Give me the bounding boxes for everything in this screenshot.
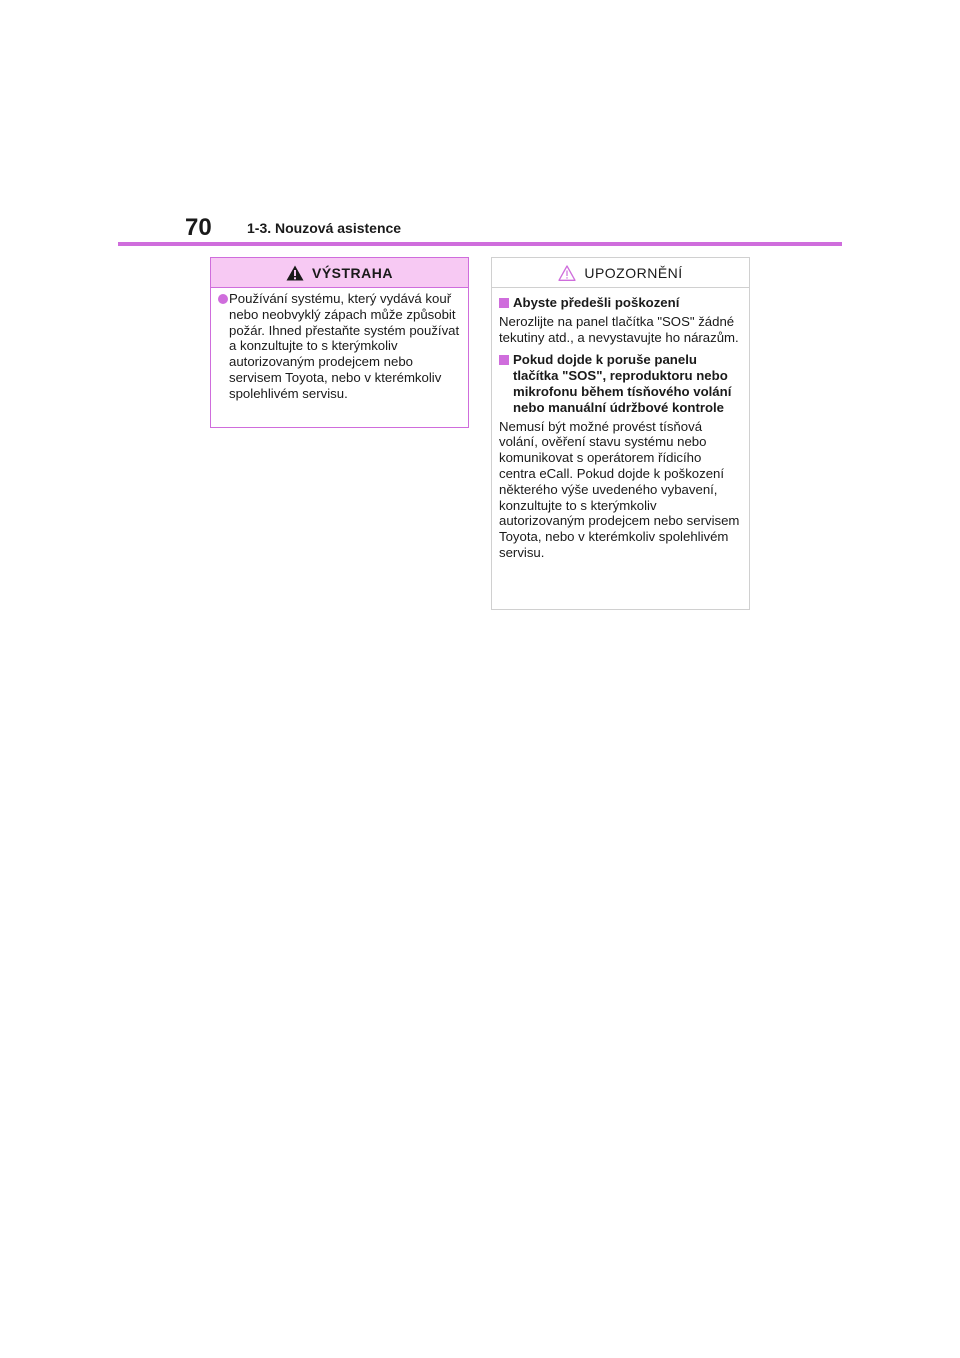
- page-header: [118, 212, 842, 246]
- warning-bullet-text: Používání systému, který vydává kouř nebo neobvyklý zápach může způsobit požár. Ihned přestaňte systém používat a konzultujte to s kterýmkoliv autorizovaným prodejcem nebo servisem Toyota, nebo v kterémkoliv spolehlivém servisu.: [229, 291, 460, 401]
- caution-heading-1: [499, 295, 741, 311]
- warning-bullet-item: [218, 291, 460, 402]
- warning-box-body: [211, 288, 468, 410]
- page-number: 70: [185, 214, 212, 241]
- warning-box-header: [211, 258, 468, 288]
- warning-title: VÝSTRAHA: [311, 264, 393, 281]
- caution-box-header: [492, 258, 749, 288]
- caution-box-body: [492, 288, 749, 569]
- round-bullet-icon: [218, 294, 228, 304]
- warning-triangle-filled-icon: [286, 265, 304, 281]
- caution-box: [491, 257, 750, 610]
- square-bullet-icon: [499, 355, 509, 365]
- caution-title: UPOZORNĚNÍ: [584, 264, 683, 281]
- caution-heading-2: [499, 352, 741, 415]
- section-title: 1-3. Nouzová asistence: [247, 220, 402, 236]
- caution-paragraph-1: Nerozlijte na panel tlačítka "SOS" žádné tekutiny atd., a nevystavujte ho nárazům.: [499, 313, 739, 345]
- warning-box: [210, 257, 469, 428]
- caution-heading-1-text: Abyste předešli poškození: [513, 295, 680, 310]
- warning-triangle-outline-icon: [558, 265, 576, 281]
- caution-heading-2-text: Pokud dojde k poruše panelu tlačítka "SOS", reproduktoru nebo mikrofonu během tísňového volání nebo manuální údržbové kontrole: [513, 352, 732, 415]
- square-bullet-icon: [499, 298, 509, 308]
- caution-paragraph-2: Nemusí být možné provést tísňová volání, ověření stavu systému nebo komunikovat s operátorem řídicího centra eCall. Pokud dojde k poškození některého výše uvedeného vybavení, konzultujte to s kterýmkoliv autorizovaným prodejcem nebo servisem Toyota, nebo v kterémkoliv spolehlivém servisu.: [499, 418, 740, 560]
- header-divider: [118, 242, 842, 246]
